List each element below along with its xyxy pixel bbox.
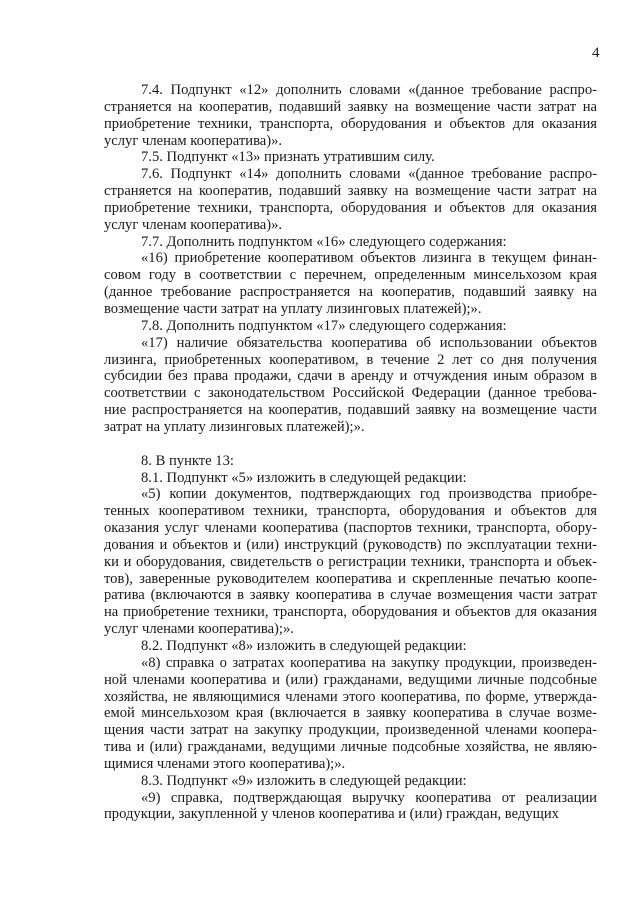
page-number: 4 — [592, 45, 600, 61]
paragraph — [104, 149, 597, 166]
text-line: тов), заверенные руководителем кооператива и скрепленные печатью коопе- — [104, 570, 597, 587]
text-line: лизинга, приобретенных кооперативом, в течение 2 лет со дня получения — [104, 351, 597, 368]
text-line: «9) справка, подтверждающая выручку кооператива от реализации — [141, 789, 597, 806]
text-line: ратива (включаются в заявку кооператива в случае возмещения части затрат — [104, 587, 597, 604]
paragraph — [104, 790, 597, 824]
text-line: приобретение техники, транспорта, оборудования и объектов для оказания — [104, 199, 597, 216]
text-line: совом году в соответствии с перечнем, определенным минсельхозом края — [104, 267, 597, 284]
text-line: тива и (или) гражданами, ведущими личные подсобные хозяйства, не являю- — [104, 739, 597, 756]
text-line: услуг членам кооператива)». — [104, 132, 283, 149]
paragraph — [104, 335, 597, 436]
document-body — [104, 82, 597, 823]
text-line: емой минсельхозом края (включается в заявку кооператива в случае возме- — [104, 705, 597, 722]
paragraph — [104, 638, 597, 655]
text-line: щимися членами этого кооператива);». — [104, 755, 346, 772]
paragraph — [104, 166, 597, 233]
text-line: страняется на кооператив, подавший заявку на возмещение части затрат на — [104, 183, 597, 200]
text-line: 8. В пункте 13: — [141, 452, 234, 469]
text-line: субсидии без права продажи, сдачи в аренду и отчуждения иным образом в — [104, 368, 597, 385]
text-line: (данное требование распространяется на кооператив, подавший заявку на — [104, 284, 597, 301]
paragraph — [104, 82, 597, 149]
text-line: ной членами кооператива и (или) гражданами, ведущими личные подсобные — [104, 671, 597, 688]
paragraph — [104, 470, 597, 487]
text-line: услуг членами кооператива);». — [104, 621, 294, 638]
text-line: «5) копии документов, подтверждающих год производства приобре- — [141, 486, 597, 503]
text-line: на приобретение техники, транспорта, оборудования и объектов для оказания — [104, 604, 597, 621]
text-line: продукции, закупленной у членов кооператива и (или) граждан, ведущих — [104, 806, 559, 823]
text-line: приобретение техники, транспорта, оборудования и объектов для оказания — [104, 115, 597, 132]
text-line: «8) справка о затратах кооператива на закупку продукции, произведен- — [141, 654, 597, 671]
paragraph — [104, 655, 597, 773]
text-line: 8.2. Подпункт «8» изложить в следующей редакции: — [141, 638, 467, 654]
text-line: услуг членам кооператива)». — [104, 216, 283, 233]
text-line: оказания услуг членами кооператива (паспортов техники, транспорта, обору- — [104, 520, 597, 537]
text-line: ние распространяется на кооператив, подавший заявку на возмещение части — [104, 402, 597, 419]
paragraph — [104, 773, 597, 790]
text-line: 7.6. Подпункт «14» дополнить словами «(данное требование распро- — [141, 166, 597, 183]
paragraph — [104, 250, 597, 317]
text-line: соответствии с законодательством Российской Федерации (данное требова- — [104, 385, 597, 402]
text-line: дования и объектов и (или) инструкций (руководств) по эксплуатации техни- — [104, 536, 597, 553]
text-line: 7.8. Дополнить подпунктом «17» следующего содержания: — [141, 317, 507, 334]
text-line: 7.4. Подпункт «12» дополнить словами «(данное требование распро- — [141, 82, 597, 98]
text-line: 7.5. Подпункт «13» признать утратившим силу. — [141, 149, 435, 166]
paragraph — [104, 234, 597, 251]
text-line: ки и оборудования, свидетельств о регистрации техники, транспорта и объек- — [104, 553, 597, 570]
paragraph — [104, 318, 597, 335]
text-line: «17) наличие обязательства кооператива об использовании объектов — [141, 334, 597, 351]
paragraph — [104, 486, 597, 638]
text-line: 8.1. Подпункт «5» изложить в следующей редакции: — [141, 469, 467, 486]
text-line: хозяйства, не являющимися членами этого кооператива, по форме, утвержда- — [104, 688, 597, 705]
text-line: затрат на уплату лизинговых платежей);». — [104, 418, 365, 435]
text-line: страняется на кооператив, подавший заявку на возмещение части затрат на — [104, 98, 597, 115]
text-line: возмещение части затрат на уплату лизинговых платежей);». — [104, 300, 482, 317]
paragraph — [104, 453, 597, 470]
text-line: щения части затрат на закупку продукции, произведенной членами коопера- — [104, 722, 597, 739]
text-line: 8.3. Подпункт «9» изложить в следующей редакции: — [141, 772, 467, 789]
text-line: «16) приобретение кооперативом объектов лизинга в текущем финан- — [141, 250, 597, 267]
text-line: тенных кооперативом техники, транспорта, оборудования и объектов для — [104, 503, 597, 520]
text-line: 7.7. Дополнить подпунктом «16» следующего содержания: — [141, 233, 507, 250]
